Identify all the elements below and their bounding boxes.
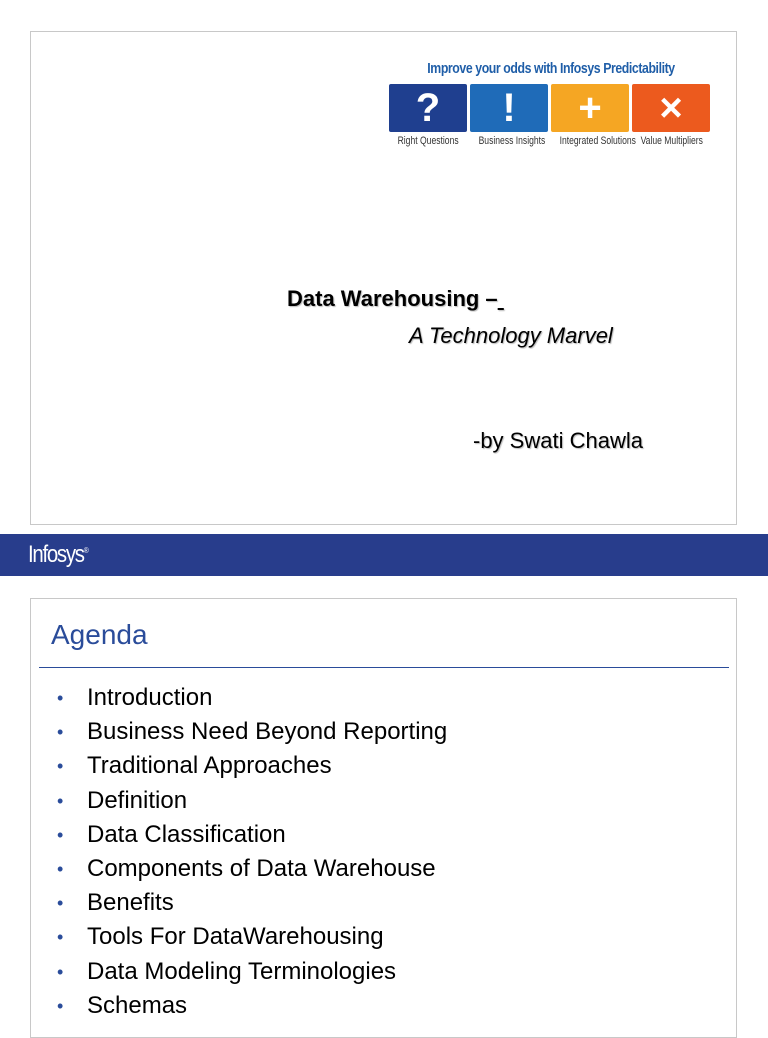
multiply-tile bbox=[632, 84, 710, 132]
infosys-predictability-logo bbox=[389, 58, 713, 147]
agenda-item: • Tools For DataWarehousing bbox=[57, 920, 447, 954]
caption-right-questions: Right Questions bbox=[397, 135, 459, 147]
title-divider bbox=[39, 667, 729, 668]
bullet-icon: • bbox=[57, 722, 64, 743]
bullet-icon: • bbox=[57, 927, 64, 948]
slide-title-line2: A Technology Marvel bbox=[409, 323, 613, 348]
question-mark-tile bbox=[389, 84, 467, 132]
agenda-item: • Components of Data Warehouse bbox=[57, 852, 447, 886]
bullet-icon: • bbox=[57, 893, 64, 914]
agenda-item: • Definition bbox=[57, 784, 447, 818]
agenda-title: Agenda bbox=[51, 619, 148, 650]
bullet-icon: • bbox=[57, 824, 64, 845]
infosys-footer-band bbox=[0, 534, 768, 576]
agenda-item: • Benefits bbox=[57, 886, 447, 920]
agenda-item: • Data Classification bbox=[57, 818, 447, 852]
title-slide bbox=[30, 31, 737, 525]
caption-business-insights: Business Insights bbox=[478, 135, 546, 147]
plus-icon: + bbox=[578, 86, 602, 130]
exclamation-tile bbox=[470, 84, 548, 132]
multiply-icon: × bbox=[659, 86, 683, 130]
slide-title-line1: Data Warehousing – bbox=[287, 286, 498, 311]
question-mark-icon: ? bbox=[415, 86, 441, 130]
agenda-slide bbox=[30, 598, 737, 1038]
bullet-icon: • bbox=[57, 790, 64, 811]
exclamation-icon: ! bbox=[502, 86, 516, 130]
agenda-item: • Traditional Approaches bbox=[57, 749, 447, 783]
bullet-icon: • bbox=[57, 995, 64, 1016]
bullet-icon: • bbox=[57, 961, 64, 982]
logo-captions bbox=[389, 135, 713, 147]
agenda-item: • Introduction bbox=[57, 681, 447, 715]
agenda-item: • Data Modeling Terminologies bbox=[57, 955, 447, 989]
bullet-icon: • bbox=[57, 688, 64, 709]
logo-tiles bbox=[389, 84, 713, 132]
infosys-logo: Infosys® bbox=[28, 541, 89, 568]
registered-mark: ® bbox=[83, 546, 89, 555]
bullet-icon: • bbox=[57, 859, 64, 880]
plus-tile bbox=[551, 84, 629, 132]
agenda-item: • Business Need Beyond Reporting bbox=[57, 715, 447, 749]
agenda-item: • Schemas bbox=[57, 989, 447, 1023]
caption-integrated-solutions: Integrated Solutions bbox=[559, 135, 636, 147]
bullet-icon: • bbox=[57, 756, 64, 777]
caption-value-multipliers: Value Multipliers bbox=[640, 135, 703, 147]
author-line: -by Swati Chawla bbox=[473, 428, 643, 453]
logo-tagline: Improve your odds with Infosys Predictability bbox=[427, 60, 675, 77]
agenda-list bbox=[57, 681, 447, 1023]
